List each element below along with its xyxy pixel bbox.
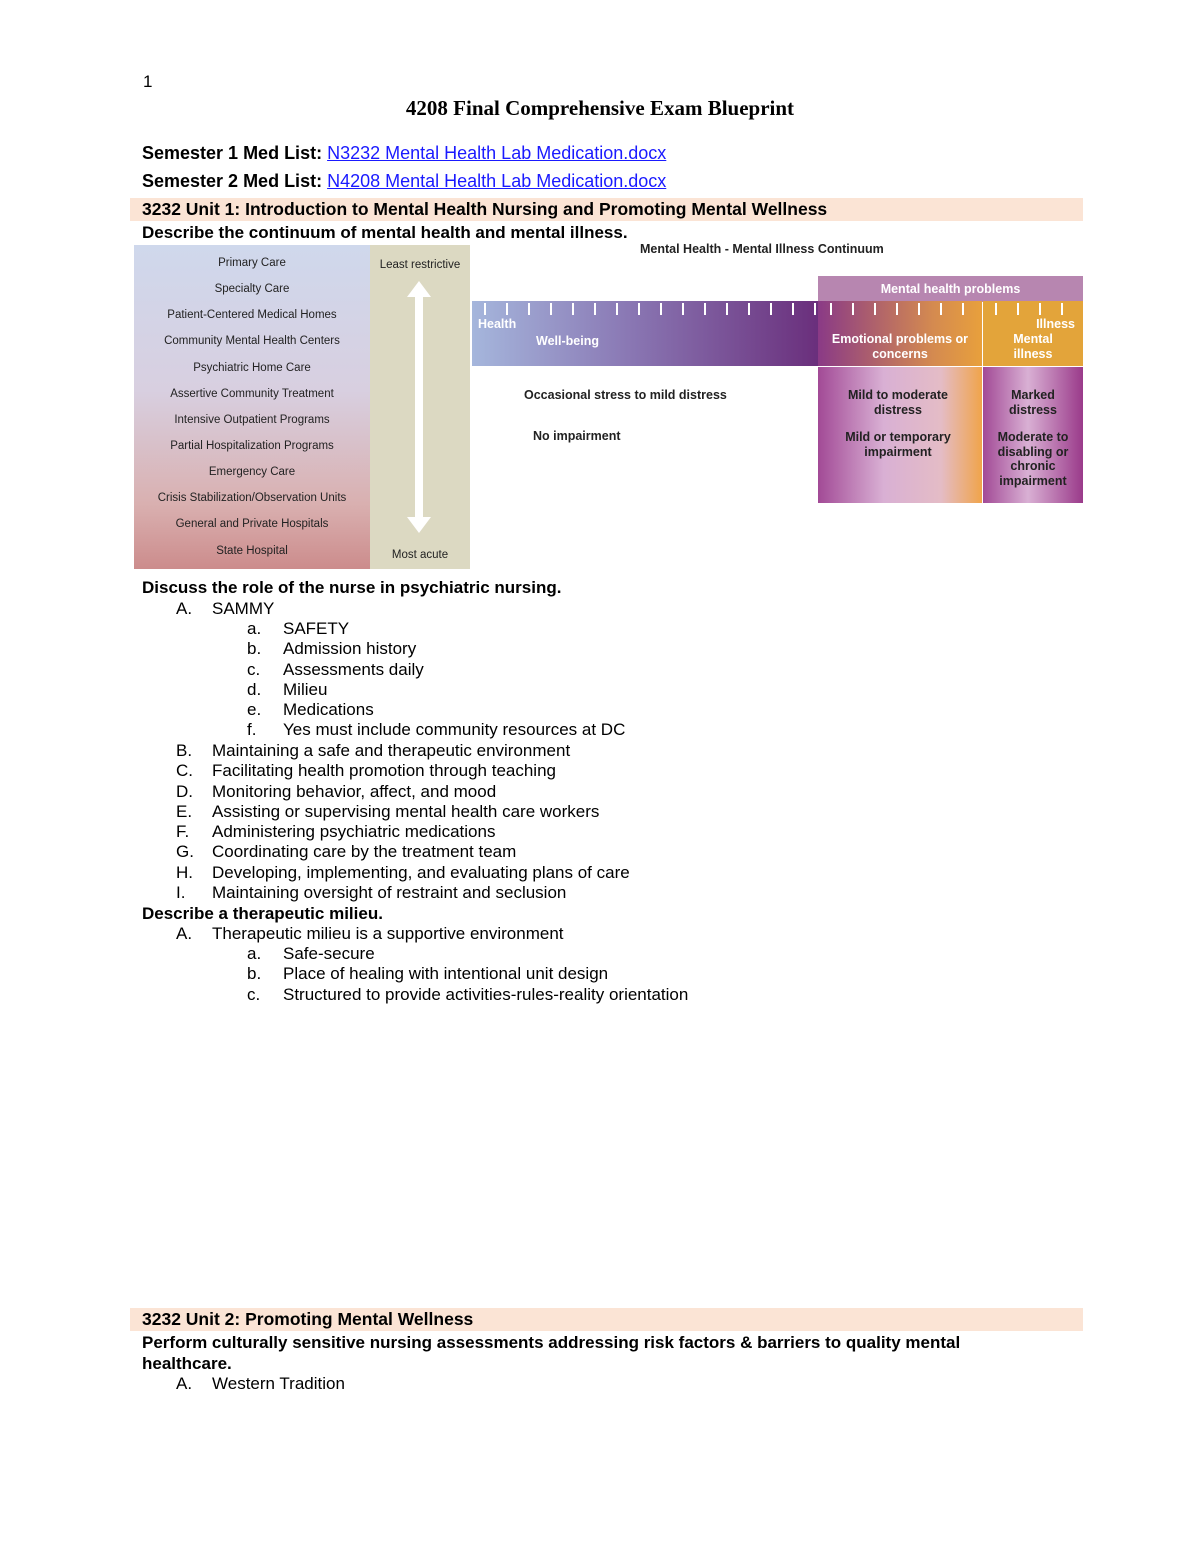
list-item xyxy=(176,1374,345,1394)
list-marker: D. xyxy=(176,781,193,801)
list-marker: I. xyxy=(176,883,186,903)
list-marker: E. xyxy=(176,801,193,821)
care-level: Partial Hospitalization Programs xyxy=(170,440,334,452)
list-text: Place of healing with intentional unit design xyxy=(283,964,609,984)
mild-moderate-distress-label: Mild to moderate distress xyxy=(847,388,948,417)
list-item xyxy=(176,883,630,903)
list-text: Milieu xyxy=(283,679,328,699)
no-impairment-label: No impairment xyxy=(533,429,621,443)
list-text: SAFETY xyxy=(283,619,350,638)
list-marker: c. xyxy=(247,984,261,1004)
continuum-ticks xyxy=(818,303,982,315)
list-text: SAMMY xyxy=(212,599,275,618)
list-item xyxy=(247,639,625,659)
care-level: Patient-Centered Medical Homes xyxy=(167,309,337,321)
list-item xyxy=(247,964,688,984)
list-item xyxy=(247,660,625,680)
illness-label: Illness xyxy=(1036,317,1075,331)
list-text: Maintaining a safe and therapeutic environment xyxy=(212,741,571,760)
list-marker: f. xyxy=(247,720,257,740)
list-text: Medications xyxy=(283,700,374,720)
med-list-link-1[interactable]: N3232 Mental Health Lab Medication.docx xyxy=(327,143,667,163)
emotional-problems-label: Emotional problems or concerns xyxy=(831,332,969,361)
list-text: Facilitating health promotion through teaching xyxy=(212,761,556,781)
list-item xyxy=(247,720,625,740)
care-level: State Hospital xyxy=(216,545,288,557)
list-item xyxy=(247,619,625,639)
list-item xyxy=(176,802,630,822)
list-text: Monitoring behavior, affect, and mood xyxy=(212,781,497,801)
list-text: Developing, implementing, and evaluating plans of care xyxy=(212,862,630,882)
list-marker: c. xyxy=(247,659,261,679)
wellbeing-label: Well-being xyxy=(536,334,599,348)
moderate-disabling-label: Moderate to disabling or chronic impairment xyxy=(997,430,1069,488)
care-level: Emergency Care xyxy=(208,466,296,478)
list-item xyxy=(176,842,630,862)
continuum-title: Mental Health - Mental Illness Continuum xyxy=(640,242,884,256)
mental-health-problems-label: Mental health problems xyxy=(818,276,1083,302)
occasional-stress-label: Occasional stress to mild distress xyxy=(524,388,727,402)
unit1-band: 3232 Unit 1: Introduction to Mental Health Nursing and Promoting Mental Wellness xyxy=(130,198,1083,221)
heading-therapeutic-milieu: Describe a therapeutic milieu. xyxy=(142,904,383,923)
list-item xyxy=(176,782,630,802)
list-text: Maintaining oversight of restraint and seclusion xyxy=(212,883,567,903)
list-marker: F. xyxy=(176,822,190,842)
list-marker: C. xyxy=(176,761,193,781)
heading-cultural-assessment-line1: Perform culturally sensitive nursing assessments addressing risk factors & barriers to quality mental xyxy=(142,1333,961,1352)
unit2-band: 3232 Unit 2: Promoting Mental Wellness xyxy=(130,1308,1083,1331)
med-list-label: Semester 1 Med List: xyxy=(142,143,323,163)
list-marker: b. xyxy=(247,964,262,984)
list-marker: A. xyxy=(176,599,193,618)
list-marker: A. xyxy=(176,924,193,943)
list-text: Yes must include community resources at DC xyxy=(283,720,626,740)
sammy-sublist xyxy=(247,619,625,741)
list-text: Western Tradition xyxy=(212,1374,345,1393)
list-text: Assessments daily xyxy=(283,659,424,679)
health-wellbeing-bar xyxy=(472,301,818,366)
list-text: Therapeutic milieu is a supportive environment xyxy=(212,924,564,943)
med-list-row-2 xyxy=(142,171,666,192)
care-level: General and Private Hospitals xyxy=(175,518,329,530)
health-label: Health xyxy=(478,317,517,331)
page-number: 1 xyxy=(143,72,153,91)
list-item xyxy=(176,599,274,619)
restrictiveness-arrow-panel xyxy=(370,245,470,569)
list-item xyxy=(176,741,630,761)
list-marker: e. xyxy=(247,700,262,720)
arrow-shaft xyxy=(415,293,423,519)
med-list-link-2[interactable]: N4208 Mental Health Lab Medication.docx xyxy=(327,171,667,191)
arrow-down-icon xyxy=(407,517,431,533)
illness-severity-block xyxy=(983,367,1083,503)
list-item xyxy=(176,761,630,781)
list-marker: A. xyxy=(176,1374,193,1393)
list-text: Assisting or supervising mental health care workers xyxy=(212,801,600,821)
heading-continuum: Describe the continuum of mental health and mental illness. xyxy=(142,223,628,242)
heading-role-of-nurse: Discuss the role of the nurse in psychiatric nursing. xyxy=(142,578,562,597)
care-level: Community Mental Health Centers xyxy=(164,335,340,347)
med-list-row-1 xyxy=(142,143,666,164)
mental-illness-block xyxy=(983,301,1083,366)
list-marker: d. xyxy=(247,679,262,699)
arrow-bottom-label: Most acute xyxy=(391,549,449,561)
care-level: Psychiatric Home Care xyxy=(193,362,311,374)
list-item xyxy=(176,924,564,944)
med-list-label: Semester 2 Med List: xyxy=(142,171,323,191)
list-text: Safe-secure xyxy=(283,944,375,963)
page-title: 4208 Final Comprehensive Exam Blueprint xyxy=(405,96,795,120)
list-marker: H. xyxy=(176,862,193,882)
list-text: Structured to provide activities-rules-reality orientation xyxy=(283,984,689,1004)
care-level: Intensive Outpatient Programs xyxy=(174,414,330,426)
care-levels-panel xyxy=(134,245,370,569)
heading-cultural-assessment-line2: healthcare. xyxy=(142,1354,232,1373)
mental-illness-label: Mental illness xyxy=(1013,332,1053,361)
care-level: Primary Care xyxy=(218,257,286,269)
list-text: Administering psychiatric medications xyxy=(212,822,496,842)
emotional-problems-block xyxy=(818,301,982,366)
care-level: Specialty Care xyxy=(214,283,290,295)
list-item xyxy=(176,863,630,883)
list-marker: b. xyxy=(247,639,262,659)
list-marker: G. xyxy=(176,842,194,862)
arrow-top-label: Least restrictive xyxy=(379,259,461,271)
list-item xyxy=(176,822,630,842)
marked-distress-label: Marked distress xyxy=(1009,388,1057,417)
emotional-severity-block xyxy=(818,367,982,503)
list-item xyxy=(247,985,688,1005)
continuum-ticks xyxy=(472,303,818,315)
care-level: Crisis Stabilization/Observation Units xyxy=(157,492,347,504)
mild-temporary-impairment-label: Mild or temporary impairment xyxy=(845,430,951,459)
list-text: Admission history xyxy=(283,639,417,659)
nurse-roles-list xyxy=(176,741,630,903)
list-item xyxy=(247,944,688,964)
list-marker: B. xyxy=(176,741,193,760)
list-item xyxy=(247,700,625,720)
list-marker: a. xyxy=(247,944,262,963)
continuum-ticks xyxy=(983,303,1083,315)
list-text: Coordinating care by the treatment team xyxy=(212,842,517,862)
list-item xyxy=(247,680,625,700)
care-level: Assertive Community Treatment xyxy=(170,388,334,400)
milieu-sublist xyxy=(247,944,688,1005)
list-marker: a. xyxy=(247,619,262,638)
